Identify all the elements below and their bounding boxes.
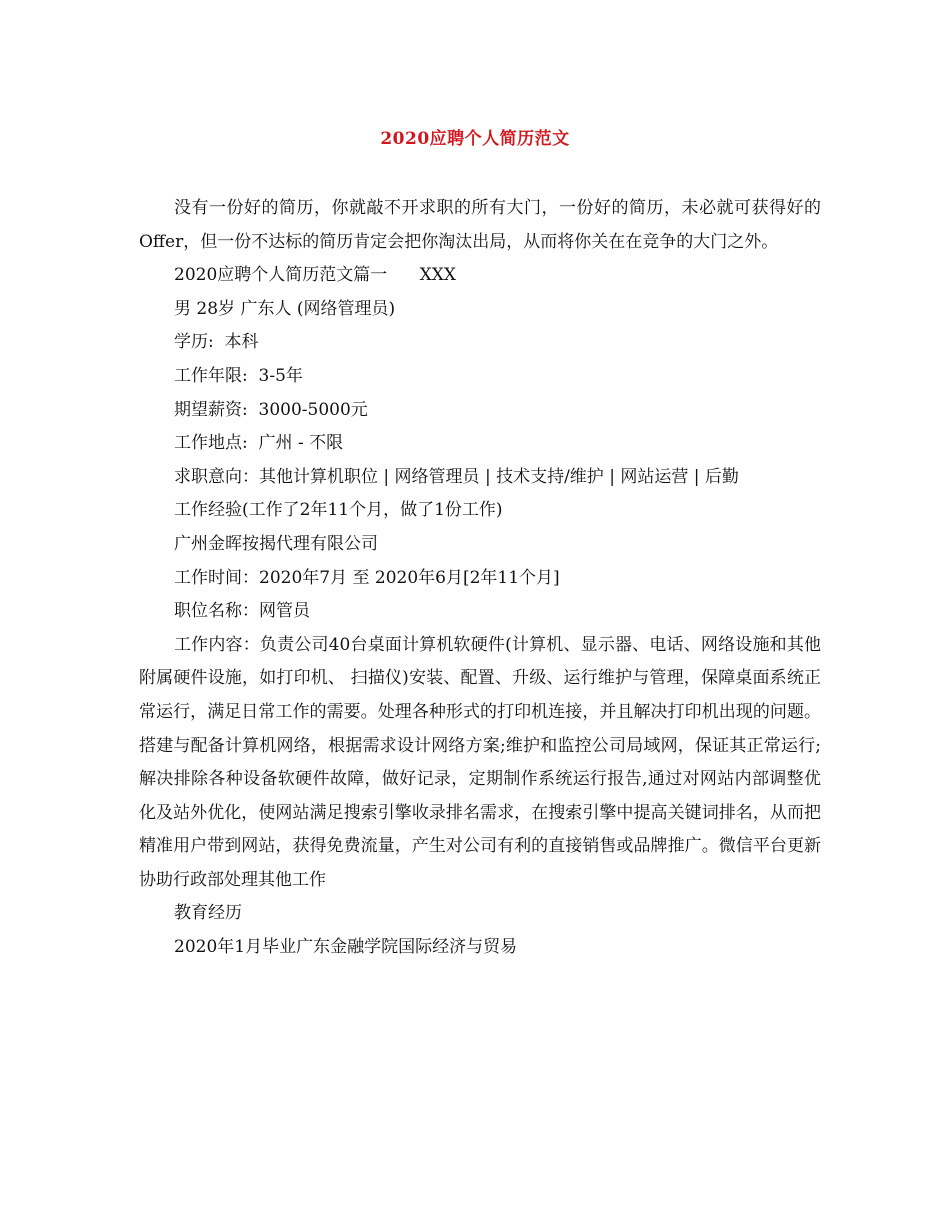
job-description: 工作内容：负责公司40台桌面计算机软硬件(计算机、显示器、电话、网络设施和其他附属硬件设施，如打印机、 扫描仪)安装、配置、升级、运行维护与管理，保障桌面系统正常运行，满足日常工作的需要。处理各种形式的打印机连接，并且解决打印机出现的问题。搭建与配备计算机网络，根据需求设计网络方案;维护和监控公司局域网，保证其正常运行;解决排除各种设备软硬件故障，做好记录，定期制作系统运行报告,通过对网站内部调整优化及站外优化，使网站满足搜索引擎收录排名需求，在搜索引擎中提高关键词排名，从而把精准用户带到网站，获得免费流量，产生对公司有利的直接销售或品牌推广。微信平台更新协助行政部处理其他工作 xyxy=(139,634,821,890)
basic-info: 男 28岁 广东人 (网络管理员) xyxy=(174,298,396,319)
document-title: 2020应聘个人简历范文 xyxy=(380,129,570,149)
intro-paragraph: 没有一份好的简历，你就敲不开求职的所有大门，一份好的简历，未必就可获得好的Offer，但一份不达标的简历肯定会把你淘汰出局，从而将你关在在竞争的大门之外。 xyxy=(139,198,821,252)
work-location: 工作地点: 广州 - 不限 xyxy=(174,433,344,454)
company-name: 广州金晖按揭代理有限公司 xyxy=(174,533,378,554)
work-experience-heading: 工作经验(工作了2年11个月，做了1份工作) xyxy=(174,500,503,521)
education-entry: 2020年1月毕业广东金融学院国际经济与贸易 xyxy=(174,937,518,958)
job-title: 职位名称：网管员 xyxy=(174,601,310,622)
job-intention: 求职意向：其他计算机职位 | 网络管理员 | 技术支持/维护 | 网站运营 | 后勤 xyxy=(174,466,739,487)
resume-heading: 2020应聘个人简历范文篇一 XXX xyxy=(174,265,456,286)
work-years: 工作年限: 3-5年 xyxy=(174,365,303,386)
work-period: 工作时间：2020年7月 至 2020年6月[2年11个月] xyxy=(174,567,560,588)
expected-salary: 期望薪资: 3000-5000元 xyxy=(174,399,368,420)
document-body xyxy=(139,192,821,965)
education-level: 学历: 本科 xyxy=(174,332,259,353)
education-heading: 教育经历 xyxy=(174,903,242,924)
